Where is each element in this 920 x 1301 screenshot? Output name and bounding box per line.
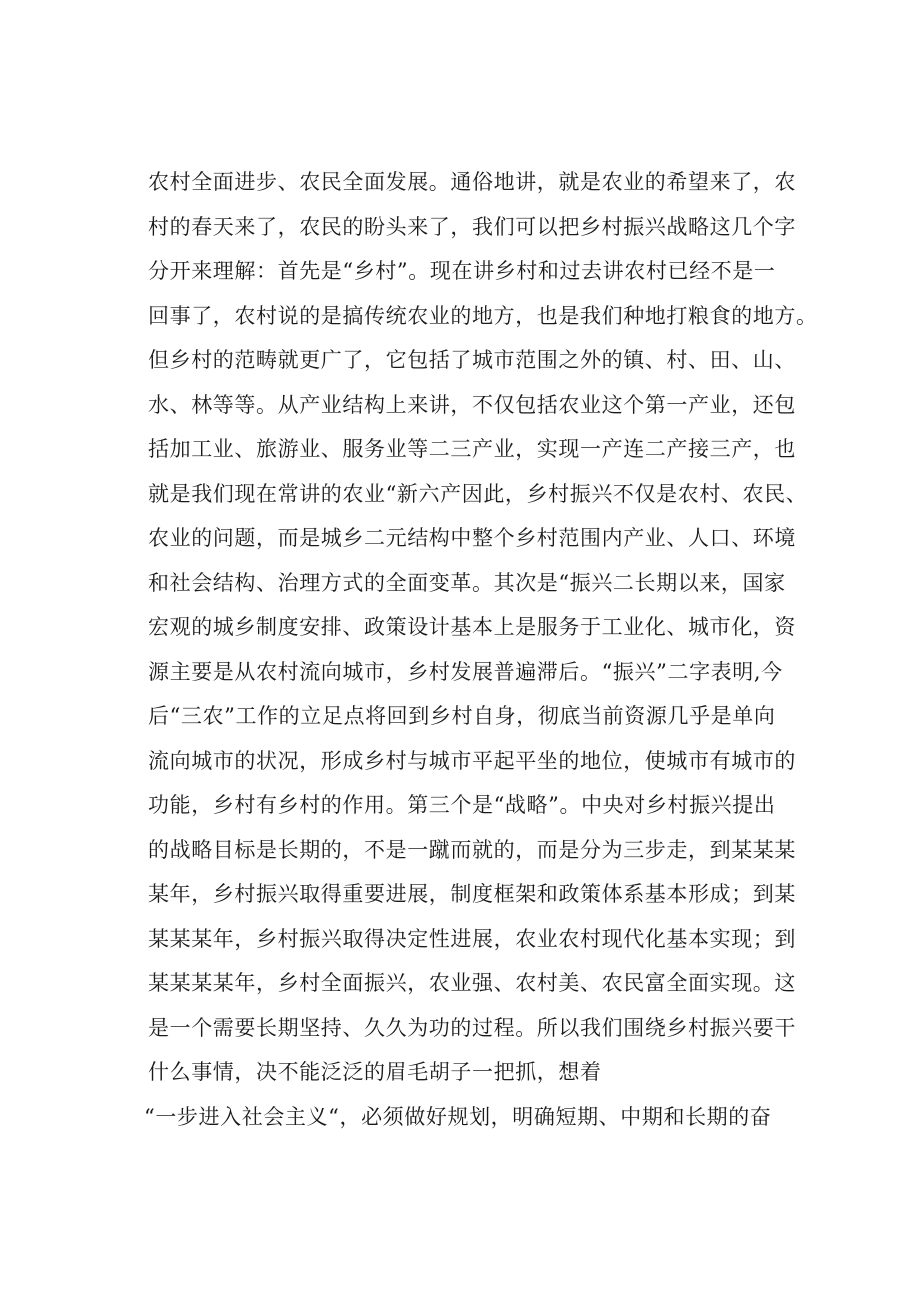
text-line: 某某某年，乡村振兴取得决定性进展，农业农村现代化基本实现；到 <box>148 926 796 951</box>
text-line: 源主要是从农村流向城市，乡村发展普遍滞后。“振兴”二字表明,今 <box>148 659 783 684</box>
text-line: 是一个需要长期坚持、久久为功的过程。所以我们围绕乡村振兴要干 <box>148 1015 796 1040</box>
text-line: 功能，乡村有乡村的作用。第三个是“战略”。中央对乡村振兴提出 <box>148 793 776 817</box>
text-line: 括加工业、旅游业、服务业等二三产业，实现一产连二产接三产，也 <box>148 437 796 461</box>
body-text <box>144 160 818 1139</box>
text-line: 分开来理解：首先是“乡村”。现在讲乡村和过去讲农村已经不是一 <box>148 259 776 283</box>
text-line: 某某某某年，乡村全面振兴，农业强、农村美、农民富全面实现。这 <box>148 971 796 995</box>
text-line: 回事了，农村说的是搞传统农业的地方，也是我们种地打粮食的地方。 <box>148 303 818 328</box>
text-line: 的战略目标是长期的，不是一蹴而就的，而是分为三步走，到某某某 <box>148 837 796 862</box>
text-line: 农村全面进步、农民全面发展。通俗地讲，就是农业的希望来了，农 <box>148 170 796 194</box>
text-line: 某年，乡村振兴取得重要进展，制度框架和政策体系基本形成；到某 <box>148 882 796 906</box>
text-line: 但乡村的范畴就更广了，它包括了城市范围之外的镇、村、田、山、 <box>148 348 796 372</box>
text-line: 和社会结构、治理方式的全面变革。其次是“振兴二长期以来，国家 <box>148 570 786 595</box>
text-line: 流向城市的状况，形成乡村与城市平起平坐的地位，使城市有城市的 <box>148 748 796 773</box>
text-line: 农业的问题，而是城乡二元结构中整个乡村范围内产业、人口、环境 <box>148 526 796 550</box>
text-line: “一步进入社会主义“，必须做好规划，明确短期、中期和长期的奋 <box>144 1104 772 1129</box>
text-line: 后“三农”工作的立足点将回到乡村自身，彻底当前资源几乎是单向 <box>148 704 776 728</box>
text-line: 村的春天来了，农民的盼头来了，我们可以把乡村振兴战略这几个字 <box>148 214 796 239</box>
text-line: 水、林等等。从产业结构上来讲，不仅包括农业这个第一产业，还包 <box>148 392 796 417</box>
text-line: 就是我们现在常讲的农业“新六产因此，乡村振兴不仅是农村、农民、 <box>148 481 808 506</box>
text-line: 宏观的城乡制度安排、政策设计基本上是服务于工业化、城市化，资 <box>148 615 796 639</box>
text-line: 什么事情，决不能泛泛的眉毛胡子一把抓，想着 <box>148 1060 602 1084</box>
